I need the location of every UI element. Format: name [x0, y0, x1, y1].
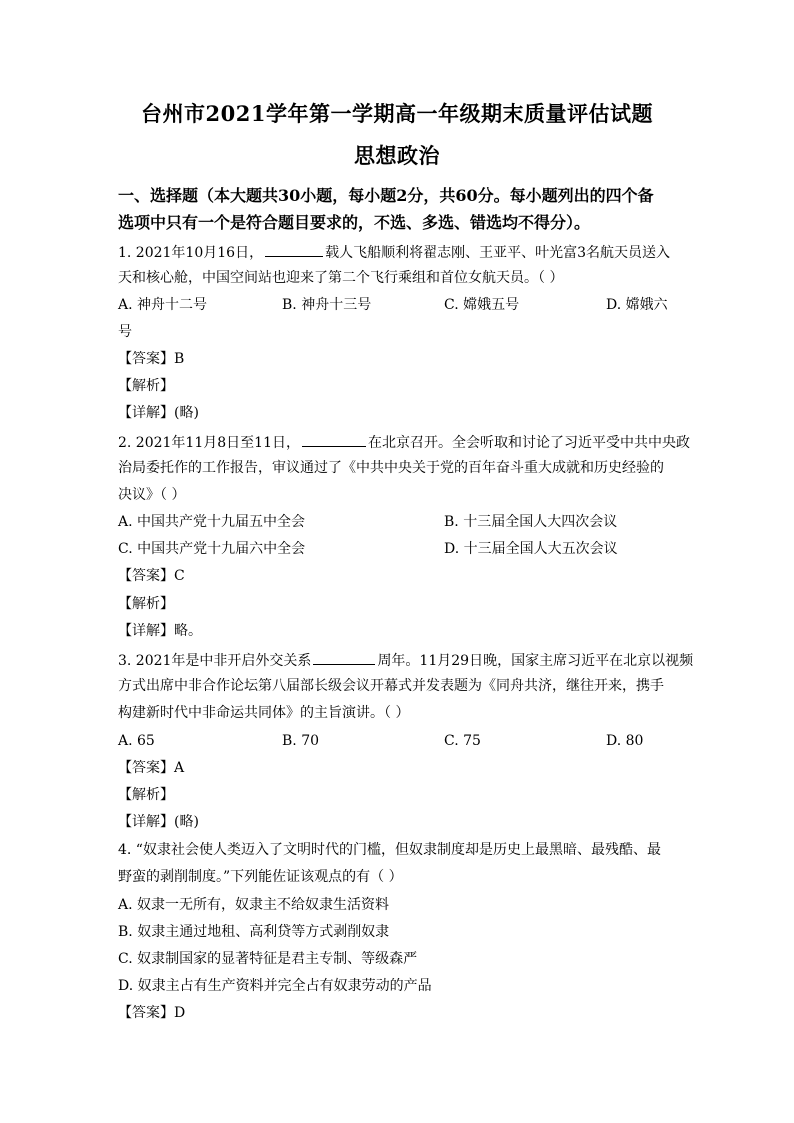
q2-blank [302, 432, 366, 447]
exam-title: 台州市2021学年第一学期高一年级期末质量评估试题 [141, 101, 653, 126]
q1-detail: 【详解】(略) [118, 405, 199, 421]
q1-option-d-wrap: 号 [118, 324, 132, 340]
q2-analysis: 【解析】 [118, 596, 174, 612]
q1-blank [265, 242, 323, 257]
q1-stem-line1 [118, 242, 670, 262]
q1-stem-line2: 天和核心舱，中国空间站也迎来了第二个飞行乘组和首位女航天员。（ ） [118, 270, 564, 286]
q2-option-b: B. 十三届全国人大四次会议 [444, 514, 618, 530]
q1-analysis: 【解析】 [118, 378, 174, 394]
q1-option-d: D. 嫦娥六 [606, 297, 668, 313]
q3-stem-line2: 方式出席中非合作论坛第八届部长级会议开幕式并发表题为《同舟共济，继往开来，携手 [118, 678, 664, 694]
q3-stem-line1 [118, 650, 693, 670]
q2-detail: 【详解】略。 [118, 623, 202, 639]
q2-option-a: A. 中国共产党十九届五中全会 [118, 514, 306, 530]
q2-answer: 【答案】C [118, 568, 185, 584]
q1-stem-prefix: 1. 2021年10月16日， [118, 245, 264, 261]
q3-analysis: 【解析】 [118, 787, 174, 803]
q2-option-d: D. 十三届全国人大五次会议 [444, 541, 618, 557]
q4-option-c: C. 奴隶制国家的显著特征是君主专制、等级森严 [118, 951, 418, 967]
q3-detail: 【详解】(略) [118, 814, 199, 830]
q4-option-a: A. 奴隶一无所有，奴隶主不给奴隶生活资料 [118, 897, 390, 913]
q3-option-c: C. 75 [444, 733, 481, 749]
q3-stem-line3: 构建新时代中非命运共同体》的主旨演讲。（ ） [118, 705, 410, 721]
subject-title: 思想政治 [354, 143, 440, 168]
q2-stem-line2: 治局委托作的工作报告，审议通过了《中共中央关于党的百年奋斗重大成就和历史经验的 [118, 460, 664, 476]
q3-option-a: A. 65 [118, 733, 155, 749]
q3-option-b: B. 70 [282, 733, 320, 749]
section-heading-line1: 一、选择题（本大题共30小题，每小题2分，共60分。每小题列出的四个备 [118, 186, 654, 205]
q4-stem-line2: 野蛮的剥削制度。”下列能佐证该观点的有（ ） [118, 869, 403, 885]
q1-option-c: C. 嫦娥五号 [444, 297, 520, 313]
q1-answer: 【答案】B [118, 351, 185, 367]
q2-stem-line1 [118, 432, 690, 452]
q4-answer: 【答案】D [118, 1005, 186, 1021]
q1-option-b: B. 神舟十三号 [282, 297, 372, 313]
q3-option-d: D. 80 [606, 733, 644, 749]
section-heading-line2: 选项中只有一个是符合题目要求的，不选、多选、错选均不得分）。 [118, 213, 591, 232]
q3-blank [313, 650, 375, 665]
q3-answer: 【答案】A [118, 760, 185, 776]
q2-stem-prefix: 2. 2021年11月8日至11日， [118, 435, 300, 451]
q1-option-a: A. 神舟十二号 [118, 297, 208, 313]
q3-stem-prefix: 3. 2021年是中非开启外交关系 [118, 653, 312, 669]
q4-stem-line1: 4. “奴隶社会使人类迈入了文明时代的门槛，但奴隶制度却是历史上最黑暗、最残酷、最 [118, 842, 661, 858]
q2-stem-line3: 决议》（ ） [118, 487, 186, 503]
q2-option-c: C. 中国共产党十九届六中全会 [118, 541, 306, 557]
q4-option-b: B. 奴隶主通过地租、高利贷等方式剥削奴隶 [118, 924, 390, 940]
q4-option-d: D. 奴隶主占有生产资料并完全占有奴隶劳动的产品 [118, 978, 432, 994]
q1-stem-suffix: 载人飞船顺利将翟志刚、王亚平、叶光富3名航天员送入 [325, 245, 670, 261]
q3-stem-suffix: 周年。11月29日晚，国家主席习近平在北京以视频 [377, 653, 694, 669]
q2-stem-suffix: 在北京召开。全会听取和讨论了习近平受中共中央政 [367, 435, 690, 451]
